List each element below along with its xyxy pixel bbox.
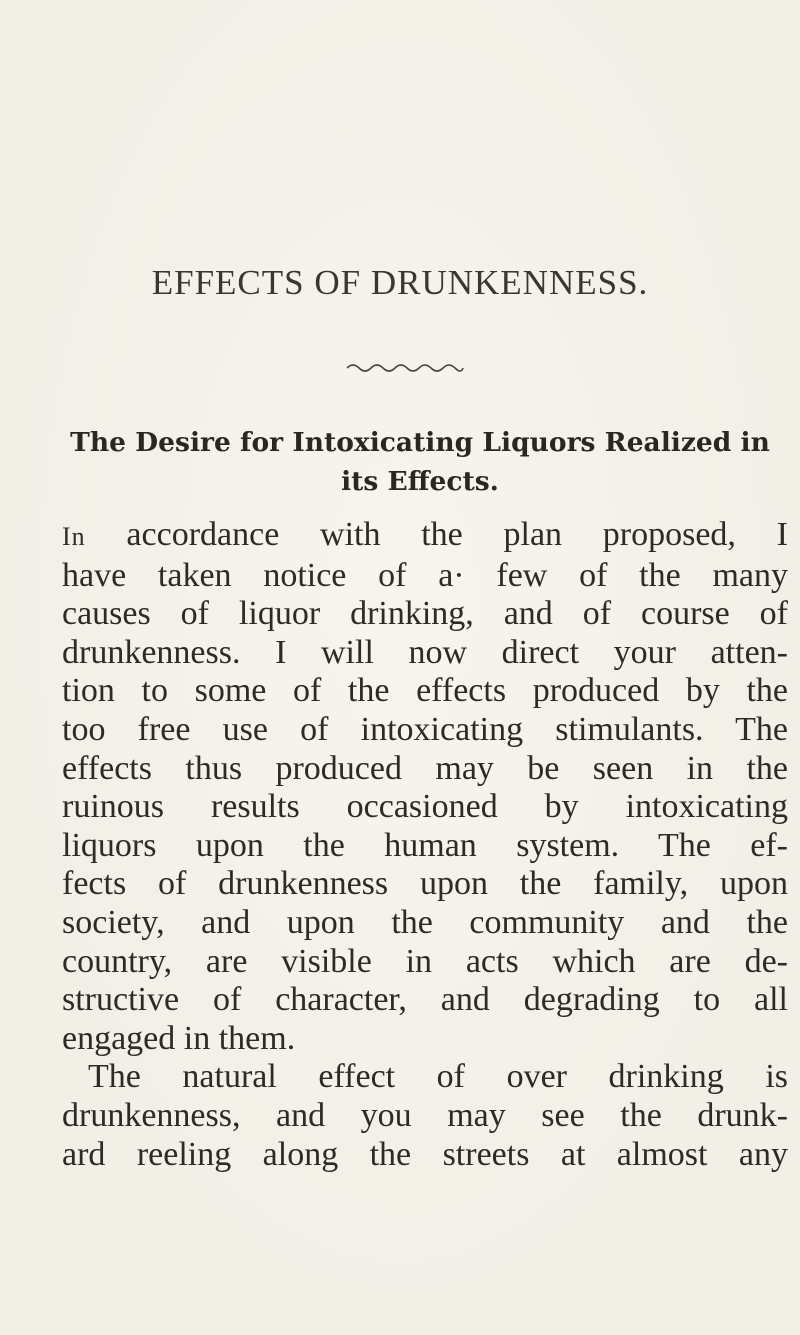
chapter-title: EFFECTS OF DRUNKENNESS.: [151, 263, 649, 302]
text-line: tion to some of the effects produced by the: [62, 672, 788, 710]
text-line: effects thus produced may be seen in the: [62, 749, 788, 787]
text-line: have taken notice of a· few of the many: [62, 556, 788, 594]
body-text: [62, 516, 788, 1174]
text-line: liquors upon the human system. The ef-: [62, 826, 788, 864]
text-line: The natural effect of over drinking is: [88, 1058, 788, 1096]
text-line: society, and upon the community and the: [62, 903, 788, 941]
text-line: too free use of intoxicating stimulants. The: [62, 710, 788, 748]
subtitle-line: The Desire for Intoxicating Liquors Realized in: [70, 427, 770, 458]
text-line: drunkenness, and you may see the drunk-: [62, 1096, 788, 1134]
text-line: country, are visible in acts which are de-: [62, 942, 788, 980]
section-subtitle: [60, 423, 780, 501]
ornament-divider: [345, 360, 465, 374]
text-line: fects of drunkenness upon the family, upon: [62, 865, 788, 903]
text-line: causes of liquor drinking, and of course of: [62, 595, 788, 633]
text-line: In accordance with the plan proposed, I: [62, 516, 788, 553]
text-line: drunkenness. I will now direct your atten-: [62, 633, 788, 671]
text-line: ruinous results occasioned by intoxicating: [62, 788, 788, 826]
text-line: engaged in them.: [62, 1019, 296, 1057]
text-line: structive of character, and degrading to all: [62, 981, 788, 1019]
text-line: ard reeling along the streets at almost any: [62, 1135, 788, 1173]
subtitle-line: its Effects.: [341, 466, 499, 497]
small-caps-opening: In: [62, 522, 86, 551]
